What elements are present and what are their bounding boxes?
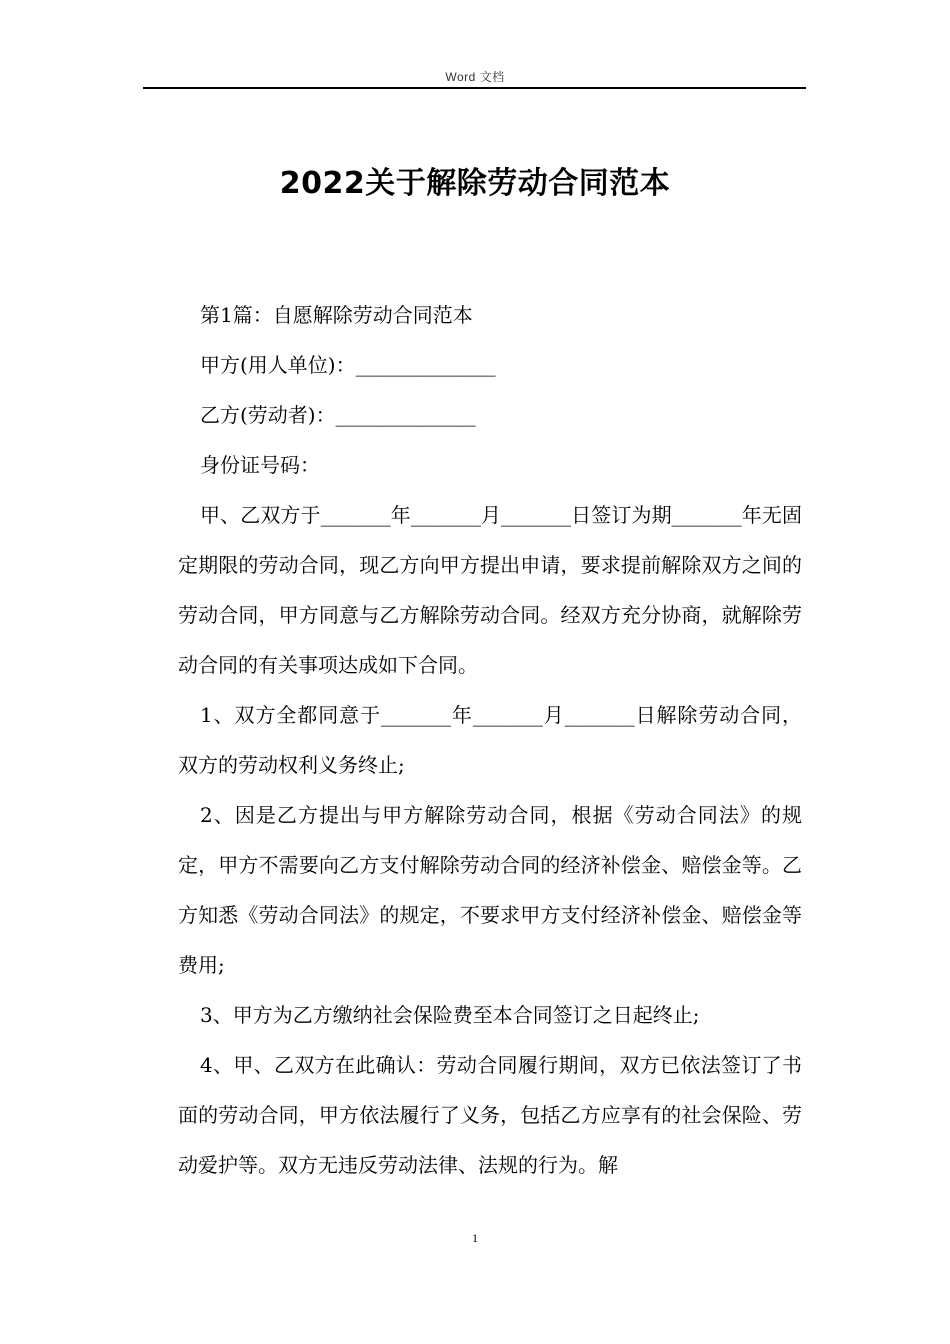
header-divider — [143, 87, 806, 89]
paragraph-clause-1: 1、双方全都同意于_______年_______月_______日解除劳动合同，双方的劳动权利义务终止; — [178, 703, 802, 777]
page-number: 1 — [472, 1231, 478, 1245]
paragraph-id-number: 身份证号码： — [200, 453, 320, 477]
paragraph-clause-2: 2、因是乙方提出与甲方解除劳动合同，根据《劳动合同法》的规定，甲方不需要向乙方支付解除劳动合同的经济补偿金、赔偿金等。乙方知悉《劳动合同法》的规定，不要求甲方支付经济补偿金、赔偿金等费用; — [178, 803, 802, 977]
paragraph-party-b: 乙方(劳动者)：______________ — [200, 403, 476, 427]
paragraph-party-a: 甲方(用人单位)：______________ — [200, 353, 496, 377]
document-body — [178, 290, 802, 1190]
paragraph-agreement-intro: 甲、乙双方于_______年_______月_______日签订为期_______年无固定期限的劳动合同，现乙方向甲方提出申请，要求提前解除双方之间的劳动合同，甲方同意与乙方解除劳动合同。经双方充分协商，就解除劳动合同的有关事项达成如下合同。 — [178, 503, 802, 677]
paragraph-section-heading: 第1篇：自愿解除劳动合同范本 — [200, 303, 473, 327]
document-title: 2022关于解除劳动合同范本 — [279, 166, 671, 201]
paragraph-clause-3: 3、甲方为乙方缴纳社会保险费至本合同签订之日起终止; — [200, 1003, 700, 1027]
paragraph-clause-4: 4、甲、乙双方在此确认：劳动合同履行期间，双方已依法签订了书面的劳动合同，甲方依法履行了义务，包括乙方应享有的社会保险、劳动爱护等。双方无违反劳动法律、法规的行为。解 — [178, 1053, 802, 1177]
header-label: Word 文档 — [445, 70, 505, 84]
